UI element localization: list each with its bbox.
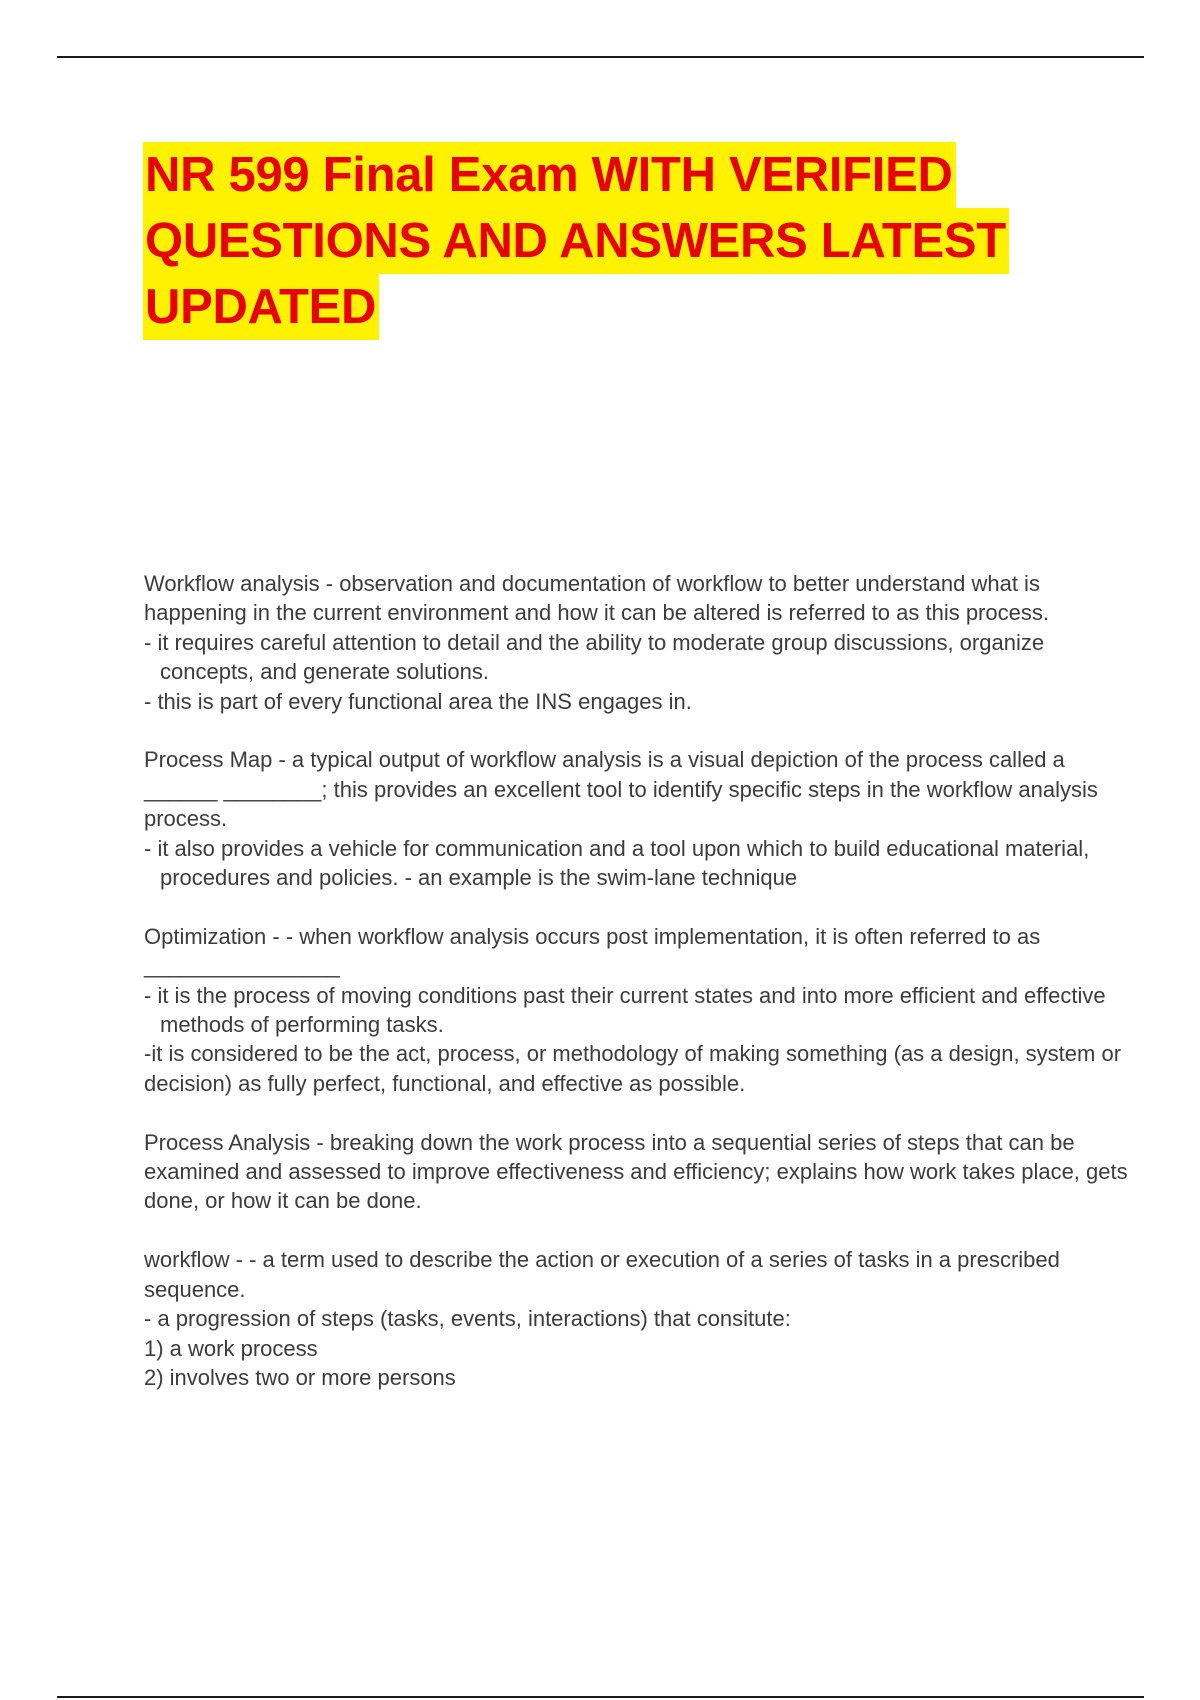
- entry-definition: Process Map - a typical output of workflow analysis is a visual depiction of the process called a ______ ________; this provides an excellent tool to identify specific steps in the workflow analysis process.: [144, 747, 1098, 832]
- title-line: QUESTIONS AND ANSWERS LATEST: [143, 208, 1009, 274]
- title-line: UPDATED: [143, 274, 379, 340]
- entry-workflow-analysis: [144, 569, 1144, 716]
- entry-line: - a progression of steps (tasks, events, interactions) that consitute:: [144, 1306, 791, 1332]
- entry-line: 2) involves two or more persons: [144, 1364, 456, 1390]
- entry-line: 1) a work process: [144, 1335, 318, 1361]
- bottom-rule: [57, 1696, 1144, 1698]
- title-line: NR 599 Final Exam WITH VERIFIED: [143, 142, 956, 208]
- top-rule: [57, 56, 1144, 58]
- entry-definition: Optimization - - when workflow analysis occurs post implementation, it is often referred to as ________________: [144, 923, 1041, 979]
- entry-process-analysis: [144, 1128, 1144, 1216]
- entry-note: - it also provides a vehicle for communication and a tool upon which to build educational material, procedures and policies. - an example is the swim-lane technique: [144, 835, 1090, 891]
- entry-definition: workflow - - a term used to describe the action or execution of a series of tasks in a prescribed sequence.: [144, 1247, 1060, 1302]
- entry-workflow: [144, 1245, 1144, 1392]
- entry-optimization: [144, 922, 1144, 1098]
- document-title: [143, 142, 1143, 340]
- document-body: [144, 569, 1144, 1422]
- entry-definition: Workflow analysis - observation and documentation of workflow to better understand what is happening in the current environment and how it can be altered is referred to as this process.: [144, 571, 1049, 626]
- entry-note: - this is part of every functional area the INS engages in.: [144, 688, 692, 714]
- entry-extra: -it is considered to be the act, process, or methodology of making something (as a design, system or decision) as fully perfect, functional, and effective as possible.: [144, 1041, 1122, 1096]
- entry-note: - it is the process of moving conditions past their current states and into more efficient and effective methods of performing tasks.: [144, 982, 1106, 1038]
- entry-definition: Process Analysis - breaking down the work process into a sequential series of steps that can be examined and assessed to improve effectiveness and efficiency; explains how work takes place, gets done, or how it can be done.: [144, 1129, 1128, 1214]
- entry-note: - it requires careful attention to detail and the ability to moderate group discussions, organize concepts, and generate solutions.: [144, 629, 1045, 685]
- entry-process-map: [144, 745, 1144, 892]
